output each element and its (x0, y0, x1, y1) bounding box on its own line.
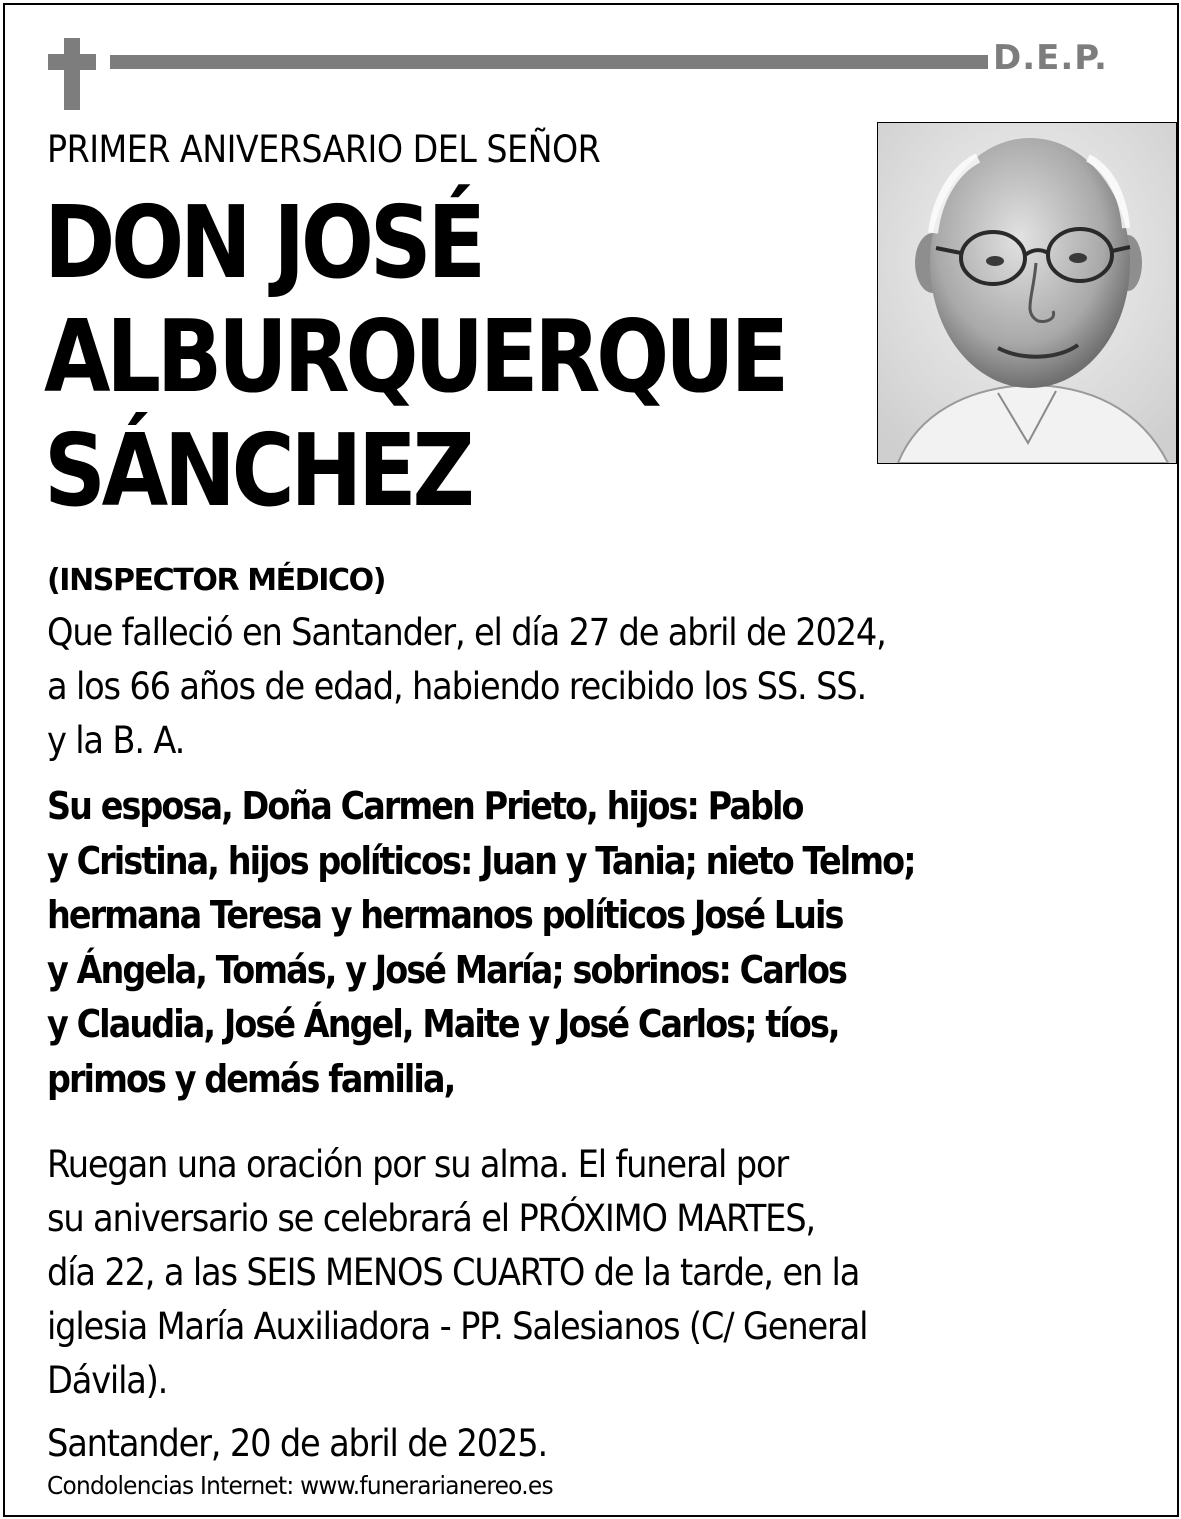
text-line: y la B. A. (47, 719, 185, 762)
portrait-illustration (878, 123, 1176, 463)
dep-label: D.E.P. (993, 38, 1108, 78)
family-paragraph (47, 779, 915, 1106)
text-line: Su esposa, Doña Carmen Prieto, hijos: Pablo (47, 784, 803, 828)
death-paragraph (47, 606, 886, 768)
funeral-paragraph (47, 1138, 867, 1408)
anniversary-heading: PRIMER ANIVERSARIO DEL SEÑOR (47, 128, 601, 171)
portrait-photo (877, 122, 1177, 464)
text-line: Que falleció en Santander, el día 27 de abril de 2024, (47, 611, 886, 654)
text-line: su aniversario se celebrará el PRÓXIMO MARTES, (47, 1197, 815, 1240)
name-line: ALBURQUERQUE (44, 298, 785, 415)
text-line: hermana Teresa y hermanos políticos José Luis (47, 893, 843, 937)
name-line: SÁNCHEZ (44, 412, 471, 529)
text-line: y Ángela, Tomás, y José María; sobrinos: Carlos (47, 947, 846, 992)
place-date (47, 1417, 547, 1471)
deceased-name (44, 186, 785, 528)
header-rule (110, 55, 988, 69)
text-line: iglesia María Auxiliadora - PP. Salesianos (C/ General (47, 1305, 868, 1348)
text-line: a los 66 años de edad, habiendo recibido los SS. SS. (47, 665, 866, 708)
profession-label: (INSPECTOR MÉDICO) (47, 563, 386, 598)
text-line: Dávila). (47, 1359, 168, 1402)
condolences-footer: Condolencias Internet: www.funerarianereo.es (47, 1471, 553, 1500)
text-line: primos y demás familia, (47, 1056, 455, 1101)
text-line: día 22, a las SEIS MENOS CUARTO de la tarde, en la (47, 1251, 860, 1294)
text-line: Ruegan una oración por su alma. El funeral por (47, 1143, 789, 1186)
text-line: Santander, 20 de abril de 2025. (47, 1422, 547, 1465)
name-line: DON JOSÉ (44, 184, 482, 301)
text-line: y Claudia, José Ángel, Maite y José Carlos; tíos, (47, 1002, 839, 1046)
text-line: y Cristina, hijos políticos: Juan y Tania; nieto Telmo; (47, 838, 915, 883)
